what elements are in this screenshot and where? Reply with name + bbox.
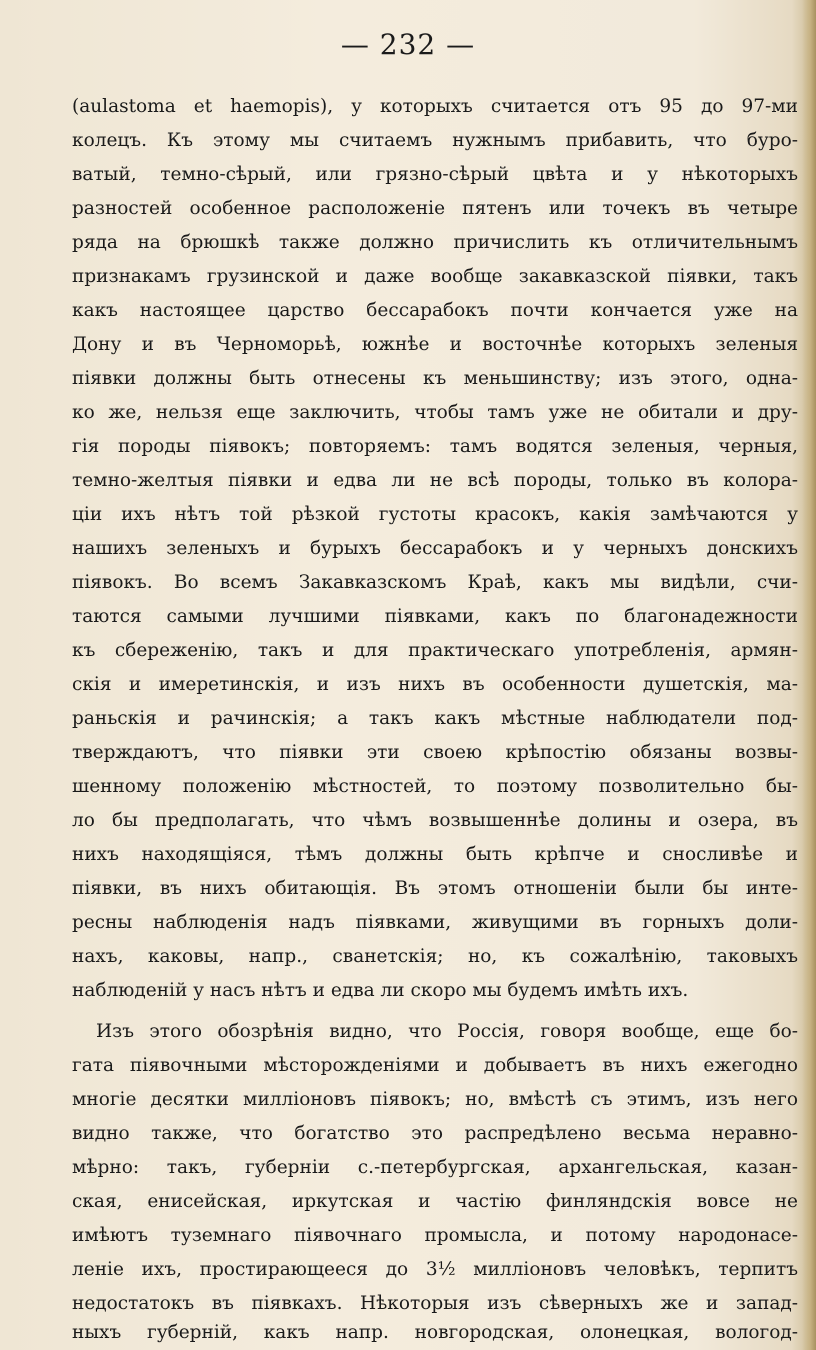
text-line: разностей особенное расположеніе пятенъ или точекъ въ четыре <box>72 198 798 219</box>
text-line: піявокъ. Во всемъ Закавказскомъ Краѣ, какъ мы видѣли, счи- <box>72 572 798 593</box>
text-line: имѣютъ туземнаго піявочнаго промысла, и потому народонасе- <box>72 1225 798 1246</box>
text-line: ло бы предполагать, что чѣмъ возвышеннѣе долины и озера, въ <box>72 810 798 831</box>
text-line: скія и имеретинскія, и изъ нихъ въ особенности душетскія, ма- <box>72 674 798 695</box>
text-line: ко же, нельзя еще заключить, чтобы тамъ уже не обитали и дру- <box>72 402 798 423</box>
text-line: піявки должны быть отнесены къ меньшинству; изъ этого, одна- <box>72 368 798 389</box>
text-line: нахъ, каковы, напр., сванетскія; но, къ сожалѣнію, таковыхъ <box>72 946 798 967</box>
text-line: Изъ этого обозрѣнія видно, что Россія, говоря вообще, еще бо- <box>96 1021 798 1042</box>
text-line: леніе ихъ, простирающееся до 3½ милліоновъ человѣкъ, терпитъ <box>72 1259 798 1280</box>
text-line: видно также, что богатство это распредѣлено весьма неравно- <box>72 1123 798 1144</box>
text-line: мѣрно: такъ, губерніи с.-петербургская, архангельская, казан- <box>72 1157 798 1178</box>
text-line: наблюденій у насъ нѣтъ и едва ли скоро мы будемъ имѣть ихъ. <box>72 980 689 1001</box>
text-line: раньскія и рачинскія; а такъ какъ мѣстные наблюдатели под- <box>72 708 798 729</box>
text-line: ватый, темно-сѣрый, или грязно-сѣрый цвѣта и у нѣкоторыхъ <box>72 164 798 185</box>
text-line: признакамъ грузинской и даже вообще закавказской піявки, такъ <box>72 266 798 287</box>
text-line: ресны наблюденія надъ піявками, живущими въ горныхъ доли- <box>72 912 798 933</box>
text-line: шенному положенію мѣстностей, то поэтому позволительно бы- <box>72 776 798 797</box>
text-line: недостатокъ въ піявкахъ. Нѣкоторыя изъ сѣверныхъ же и запад- <box>72 1293 798 1314</box>
text-line: гата піявочными мѣсторожденіями и добываетъ въ нихъ ежегодно <box>72 1055 798 1076</box>
text-line: таются самыми лучшими піявками, какъ по благонадежности <box>72 606 798 627</box>
text-line: ныхъ губерній, какъ напр. новгородская, олонецкая, вологод- <box>72 1322 798 1343</box>
text-line: ская, енисейская, иркутская и частію финляндскія вовсе не <box>72 1191 798 1212</box>
text-line: ряда на брюшкѣ также должно причислить къ отличительнымъ <box>72 232 798 253</box>
text-line: нашихъ зеленыхъ и бурыхъ бессарабокъ и у черныхъ донскихъ <box>72 538 798 559</box>
text-line: какъ настоящее царство бессарабокъ почти кончается уже на <box>72 300 798 321</box>
text-line: ціи ихъ нѣтъ той рѣзкой густоты красокъ, какія замѣчаются у <box>72 504 798 525</box>
text-line: Дону и въ Черноморьѣ, южнѣе и восточнѣе которыхъ зеленыя <box>72 334 798 355</box>
text-line: піявки, въ нихъ обитающія. Въ этомъ отношеніи были бы инте- <box>72 878 798 899</box>
page-number: — 232 — <box>340 28 476 61</box>
text-line: колецъ. Къ этому мы считаемъ нужнымъ прибавить, что буро- <box>72 130 798 151</box>
text-line: гія породы піявокъ; повторяемъ: тамъ водятся зеленыя, черныя, <box>72 436 798 457</box>
text-line: (aulastoma et haemopis), у которыхъ считается отъ 95 до 97-ми <box>72 96 798 117</box>
text-line: многіе десятки милліоновъ піявокъ; но, вмѣстѣ съ этимъ, изъ него <box>72 1089 798 1110</box>
text-line: темно-желтыя піявки и едва ли не всѣ породы, только въ колора- <box>72 470 798 491</box>
text-line: нихъ находящіяся, тѣмъ должны быть крѣпче и сносливѣе и <box>72 844 798 865</box>
text-line: тверждаютъ, что піявки эти своею крѣпостію обязаны возвы- <box>72 742 798 763</box>
text-line: къ сбереженію, такъ и для практическаго употребленія, армян- <box>72 640 798 661</box>
